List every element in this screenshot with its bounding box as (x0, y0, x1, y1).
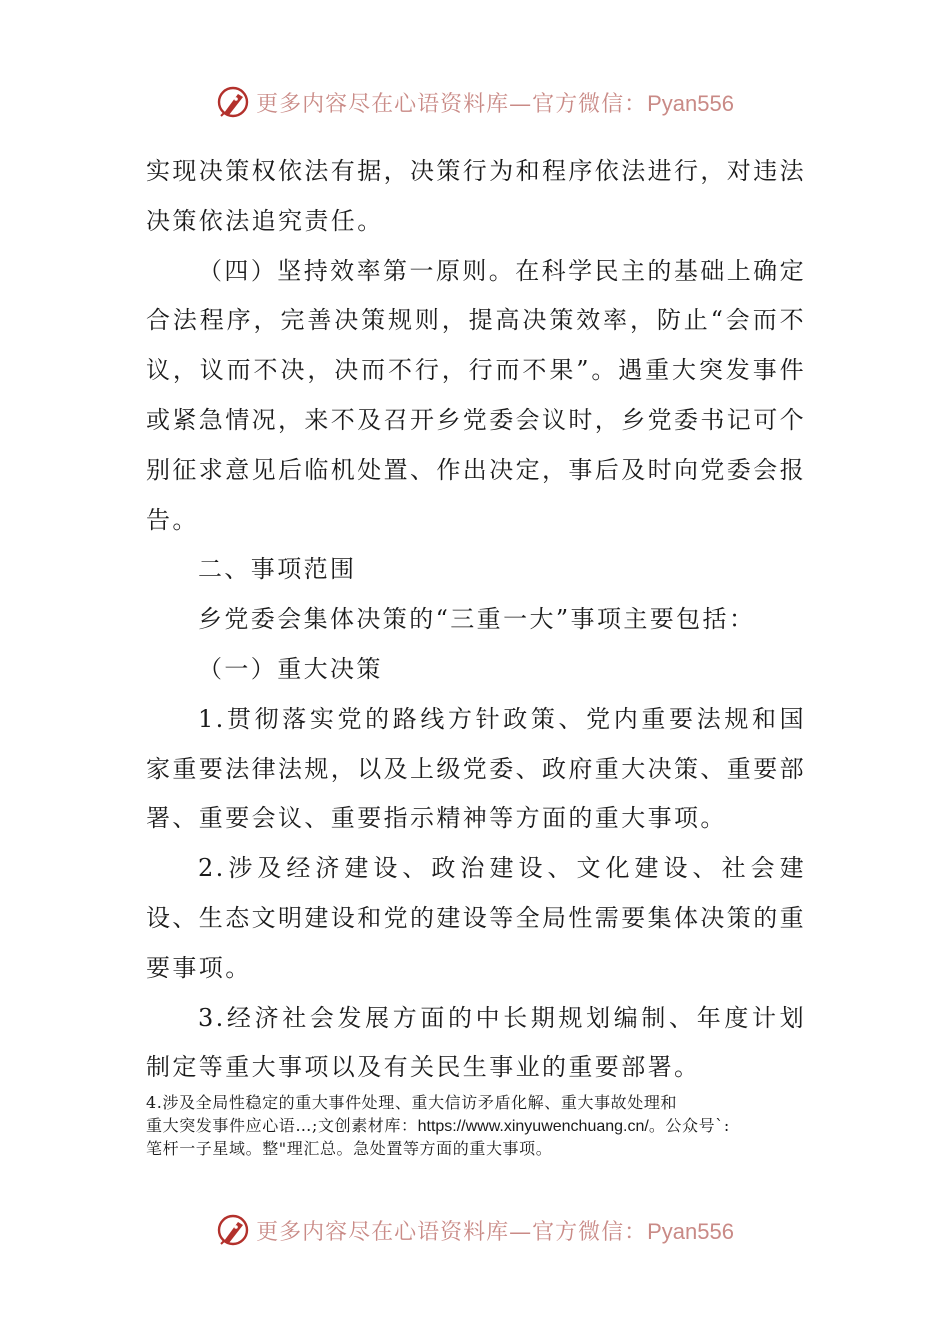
pen-nib-logo-icon (216, 85, 250, 119)
section-heading-scope: 二、事项范围 (198, 555, 357, 584)
footnote-url: https://www.xinyuwenchuang.cn/ (417, 1117, 649, 1135)
document-body (146, 147, 806, 1093)
list-item-1: 1.贯彻落实党的路线方针政策、党内重要法规和国家重要法律法规，以及上级党委、政府重大决策、重要部署、重要会议、重要指示精神等方面的重大事项。 (146, 704, 806, 833)
list-item-3: 3.经济社会发展方面的中长期规划编制、年度计划制定等重大事项以及有关民生事业的重要部署。 (146, 1003, 806, 1082)
list-item-2: 2.涉及经济建设、政治建设、文化建设、社会建设、生态文明建设和党的建设等全局性需要集体决策的重要事项。 (146, 854, 806, 982)
footer-banner (0, 1208, 950, 1252)
pen-nib-logo-icon (216, 1213, 250, 1247)
footnote-line-2: 重大突发事件应心语…;文创素材库：https://www.xinyuwenchuang.cn/。公众号`: (146, 1115, 730, 1135)
subheading-major-decisions: （一）重大决策 (198, 654, 383, 683)
footnote-line-1: 4.涉及全局性稳定的重大事件处理、重大信访矛盾化解、重大事故处理和 (146, 1093, 678, 1112)
footnote-item-4 (146, 1092, 816, 1161)
paragraph-decision-law: 实现决策权依法有据，决策行为和程序依法进行，对违法决策依法追究责任。 (146, 157, 806, 235)
paragraph-efficiency-principle: （四）坚持效率第一原则。在科学民主的基础上确定合法程序，完善决策规则，提高决策效率，防止“会而不议，议而不决，决而不行，行而不果”。遇重大突发事件或紧急情况，来不及召开乡党委会议时，乡党委书记可个别征求意见后临机处置、作出决定，事后及时向党委会报告。 (146, 256, 806, 534)
footer-banner-text: 更多内容尽在心语资料库—官方微信：Pyan556 (256, 1218, 734, 1245)
paragraph-scope-intro: 乡党委会集体决策的“三重一大”事项主要包括： (198, 605, 756, 634)
header-banner (0, 80, 950, 124)
footnote-line-3: 笔杆一子星域。整"理汇总。急处置等方面的重大事项。 (146, 1139, 553, 1158)
header-banner-handle: Pyan556 (647, 90, 734, 116)
footer-banner-handle: Pyan556 (647, 1218, 734, 1244)
header-banner-text: 更多内容尽在心语资料库—官方微信：Pyan556 (256, 90, 734, 117)
